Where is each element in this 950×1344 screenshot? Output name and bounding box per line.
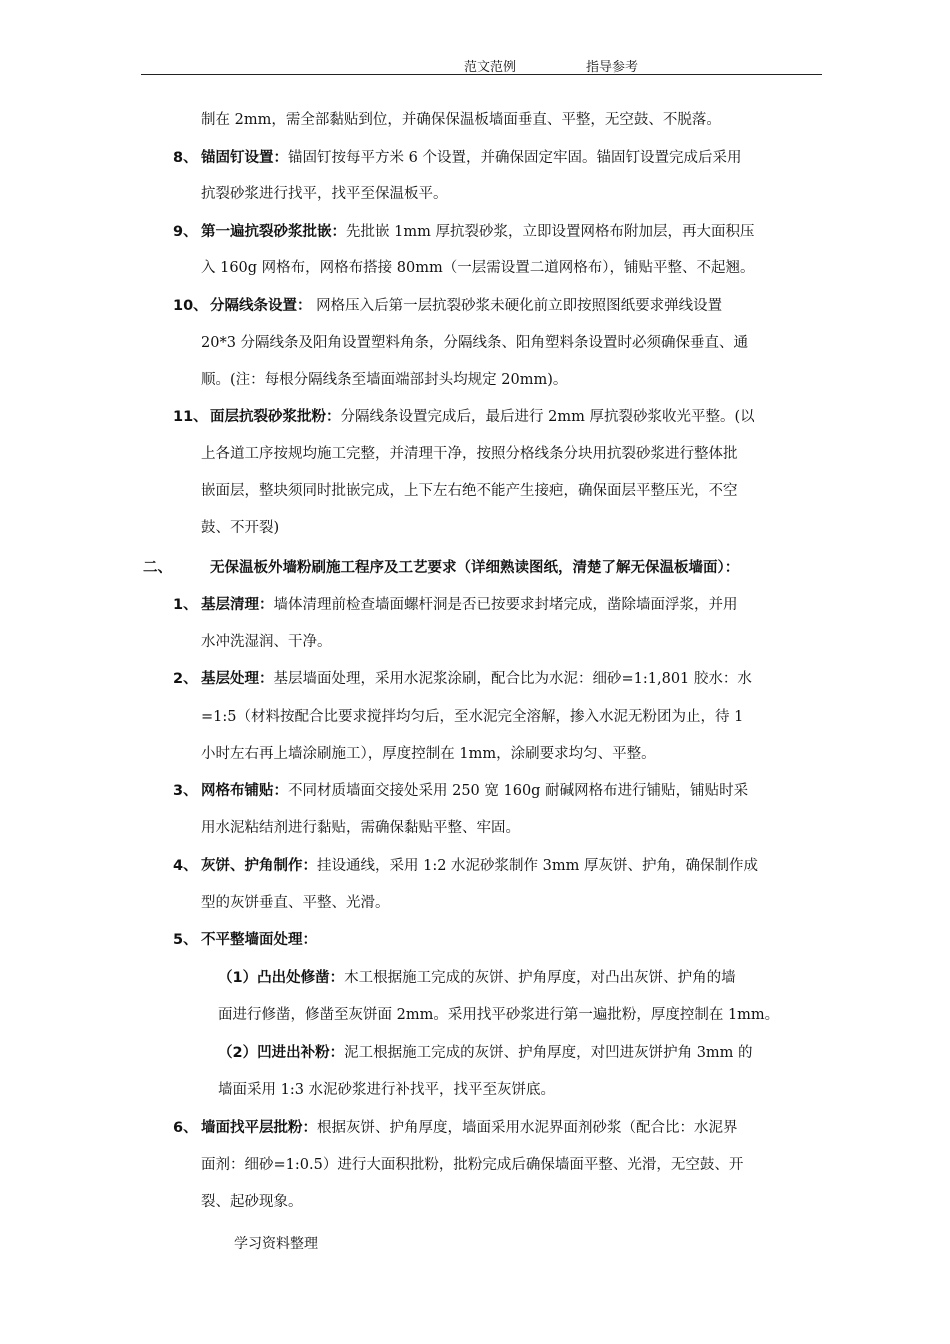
- item-heading: 面层抗裂砂浆批粉：: [210, 409, 341, 425]
- item-heading: 无保温板外墙粉刷施工程序及工艺要求（详细熟读图纸，清楚了解无保温板墙面）：: [210, 560, 740, 576]
- item-number: [173, 407, 208, 427]
- text-line: [201, 1155, 743, 1175]
- item-number-text: 2、: [173, 671, 198, 687]
- header-right-text: 指导参考: [586, 60, 639, 75]
- text-line: [201, 518, 279, 538]
- text-line: [201, 481, 738, 501]
- line-text: 墙体清理前检查墙面螺杆洞是否已按要求封堵完成，凿除墙面浮浆，并用: [273, 597, 738, 613]
- line-text: 泥工根据施工完成的灰饼、护角厚度，对凹进灰饼护角 3mm 的: [344, 1045, 753, 1061]
- text-line: [201, 595, 738, 615]
- text-line: [201, 184, 448, 204]
- page-footer: 学习资料整理: [234, 1236, 318, 1252]
- item-heading: （2）凹进出补粉：: [218, 1045, 345, 1061]
- item-number-text: 10、: [173, 298, 208, 314]
- text-line: [201, 1192, 303, 1212]
- item-number: [173, 1118, 198, 1138]
- item-number: [173, 669, 198, 689]
- line-text: 上各道工序按规均施工完整，并清理干净，按照分格线条分块用抗裂砂浆进行整体批: [201, 446, 738, 462]
- item-heading: 分隔线条设置：: [210, 298, 312, 314]
- text-line: [201, 781, 748, 801]
- line-text: 挂设通线，采用 1:2 水泥砂浆制作 3mm 厚灰饼、护角，确保制作成: [317, 858, 758, 874]
- item-number-text: 11、: [173, 409, 208, 425]
- page-header: [141, 56, 822, 75]
- text-line: [210, 407, 755, 427]
- text-line: [201, 669, 752, 689]
- item-number-text: 4、: [173, 858, 198, 874]
- line-text: 木工根据施工完成的灰饼、护角厚度，对凸出灰饼、护角的墙: [344, 970, 736, 986]
- text-line: [201, 818, 520, 838]
- item-number: [173, 595, 198, 615]
- line-text: 墙面采用 1:3 水泥砂浆进行补找平，找平至灰饼底。: [218, 1082, 556, 1098]
- line-text: 20*3 分隔线条及阳角设置塑料角条，分隔线条、阳角塑料条设置时必须确保垂直、通: [201, 335, 749, 351]
- text-line: [201, 707, 743, 727]
- line-text: 裂、起砂现象。: [201, 1194, 303, 1210]
- line-text: 先批嵌 1mm 厚抗裂砂浆，立即设置网格布附加层，再大面积压: [346, 224, 755, 240]
- item-number: [173, 222, 198, 242]
- item-number-text: 6、: [173, 1120, 198, 1136]
- item-number: [173, 781, 198, 801]
- text-line: [201, 930, 317, 950]
- line-text: 分隔线条设置完成后，最后进行 2mm 厚抗裂砂浆收光平整。(以: [340, 409, 755, 425]
- line-text: 用水泥粘结剂进行黏贴，需确保黏贴平整、牢固。: [201, 820, 520, 836]
- text-line: [201, 856, 758, 876]
- text-line: [218, 1043, 753, 1063]
- text-line: [218, 1005, 779, 1025]
- item-number-text: 9、: [173, 224, 198, 240]
- item-number: [173, 930, 198, 950]
- line-text: 入 160g 网格布，网格布搭接 80mm（一层需设置二道网格布），铺贴平整、不起翘。: [201, 260, 755, 276]
- text-line: [201, 744, 656, 764]
- item-heading: 网格布铺贴：: [201, 783, 288, 799]
- text-line: [201, 258, 754, 278]
- header-left-text: 范文范例: [464, 60, 517, 75]
- item-number-text: 5、: [173, 932, 198, 948]
- text-line: [201, 222, 754, 242]
- text-line: [210, 296, 722, 316]
- line-text: 面剂：细砂=1:0.5）进行大面积批粉，批粉完成后确保墙面平整、光滑，无空鼓、开: [201, 1157, 744, 1173]
- item-number: [173, 148, 198, 168]
- line-text: 抗裂砂浆进行找平，找平至保温板平。: [201, 186, 448, 202]
- line-text: 根据灰饼、护角厚度，墙面采用水泥界面剂砂浆（配合比：水泥界: [317, 1120, 738, 1136]
- line-text: 制在 2mm，需全部黏贴到位，并确保保温板墙面垂直、平整，无空鼓、不脱落。: [201, 112, 721, 128]
- text-line: [201, 110, 721, 130]
- text-line: [210, 558, 739, 578]
- item-heading: 第一遍抗裂砂浆批嵌：: [201, 224, 346, 240]
- text-line: [201, 444, 738, 464]
- item-heading: 灰饼、护角制作：: [201, 858, 317, 874]
- line-text: 鼓、不开裂): [201, 520, 280, 536]
- line-text: 型的灰饼垂直、平整、光滑。: [201, 895, 390, 911]
- text-line: [201, 632, 332, 652]
- item-number: [143, 558, 172, 578]
- text-line: [218, 1080, 555, 1100]
- item-heading: 基层清理：: [201, 597, 274, 613]
- item-heading: 墙面找平层批粉：: [201, 1120, 317, 1136]
- line-text: =1:5（材料按配合比要求搅拌均匀后，至水泥完全溶解，掺入水泥无粉团为止，待 1: [201, 709, 744, 725]
- text-line: [201, 893, 390, 913]
- text-line: [201, 370, 567, 390]
- item-heading: 不平整墙面处理：: [201, 932, 317, 948]
- line-text: 嵌面层，整块须同时批嵌完成，上下左右绝不能产生接疤，确保面层平整压光，不空: [201, 483, 738, 499]
- text-line: [201, 1118, 738, 1138]
- line-text: 不同材质墙面交接处采用 250 宽 160g 耐碱网格布进行铺贴，铺贴时采: [288, 783, 749, 799]
- item-heading: 基层处理：: [201, 671, 274, 687]
- item-number: [173, 856, 198, 876]
- item-number-text: 二、: [143, 560, 172, 576]
- line-text: 基层墙面处理，采用水泥浆涂刷，配合比为水泥：细砂=1:1,801 胶水：水: [273, 671, 752, 687]
- item-heading: （1）凸出处修凿：: [218, 970, 345, 986]
- line-text: 顺。(注：每根分隔线条至墙面端部封头均规定 20mm)。: [201, 372, 568, 388]
- line-text: 水冲洗湿润、干净。: [201, 634, 332, 650]
- item-number-text: 3、: [173, 783, 198, 799]
- item-heading: 锚固钉设置：: [201, 150, 288, 166]
- item-number-text: 8、: [173, 150, 198, 166]
- text-line: [218, 968, 736, 988]
- item-number: [173, 296, 208, 316]
- line-text: 小时左右再上墙涂刷施工），厚度控制在 1mm，涂刷要求均匀、平整。: [201, 746, 656, 762]
- text-line: [201, 333, 748, 353]
- item-number-text: 1、: [173, 597, 198, 613]
- line-text: 面进行修凿，修凿至灰饼面 2mm。采用找平砂浆进行第一遍批粉，厚度控制在 1mm。: [218, 1007, 780, 1023]
- text-line: [201, 148, 741, 168]
- line-text: 锚固钉按每平方米 6 个设置，并确保固定牢固。锚固钉设置完成后采用: [288, 150, 742, 166]
- line-text: 网格压入后第一层抗裂砂浆未硬化前立即按照图纸要求弹线设置: [311, 298, 723, 314]
